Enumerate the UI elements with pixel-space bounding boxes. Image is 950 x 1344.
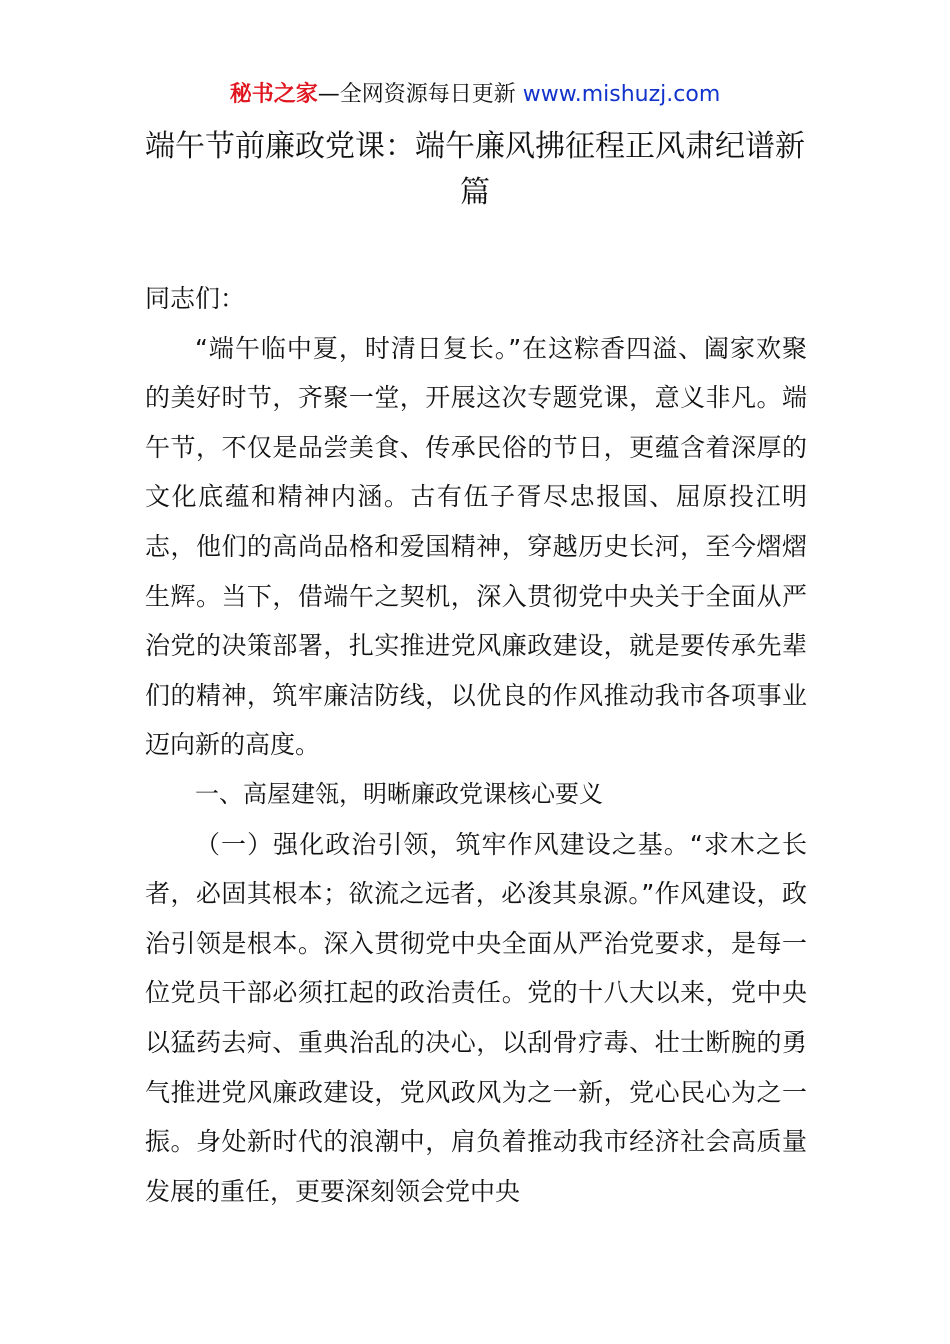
site-url-link[interactable]: www.mishuzj.com (522, 82, 721, 107)
section-heading: 一、高屋建瓴，明晰廉政党课核心要义 (195, 779, 603, 808)
body-paragraph: “端午临中夏，时清日复长。”在这粽香四溢、阖家欢聚的美好时节，齐聚一堂，开展这次专题党课，意义非凡。端午节，不仅是品尝美食、传承民俗的节日，更蕴含着深厚的文化底蕴和精神内涵。古有伍子胥尽忠报国、屈原投江明志，他们的高尚品格和爱国精神，穿越历史长河，至今熠熠生辉。当下，借端午之契机，深入贯彻党中央关于全面从严治党的决策部署，扎实推进党风廉政建设，就是要传承先辈们的精神，筑牢廉洁防线，以优良的作风推动我市各项事业迈向新的高度。 (145, 333, 807, 760)
subsection-paragraph: （一）强化政治引领，筑牢作风建设之基。“求木之长者，必固其根本；欲流之远者，必浚其泉源。”作风建设，政治引领是根本。深入贯彻党中央全面从严治党要求，是每一位党员干部必须扛起的政治责任。党的十八大以来，党中央以猛药去疴、重典治乱的决心，以刮骨疗毒、壮士断腕的勇气推进党风廉政建设，党风政风为之一新，党心民心为之一振。身处新时代的浪潮中，肩负着推动我市经济社会高质量发展的重任，更要深刻领会党中央 (145, 829, 807, 1206)
header-tagline: —全网资源每日更新 (317, 82, 523, 107)
brand-name: 秘书之家 (229, 82, 318, 107)
salutation: 同志们： (145, 284, 246, 313)
document-body (145, 274, 807, 1216)
site-header (0, 80, 950, 110)
document-title: 端午节前廉政党课：端午廉风拂征程正风肃纪谱新篇 (145, 129, 805, 210)
